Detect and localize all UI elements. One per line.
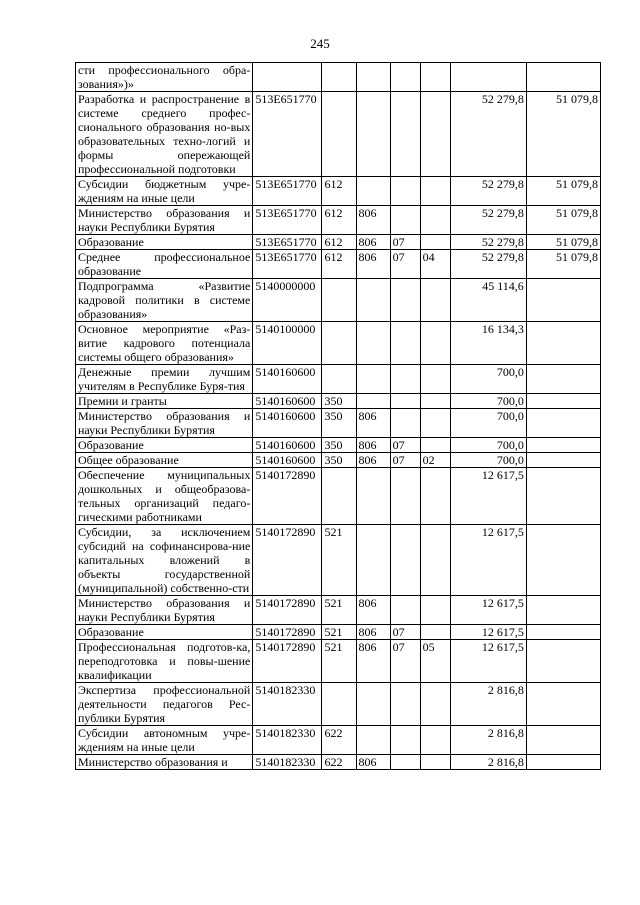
row-grbs-cell (356, 279, 390, 322)
row-vr-cell (322, 683, 356, 726)
budget-table-body (76, 63, 601, 770)
row-sum-2-cell (526, 755, 600, 770)
row-name-cell: Министерство образования и (76, 755, 253, 770)
table-row (76, 63, 601, 92)
row-vr-cell: 612 (322, 206, 356, 235)
row-code-cell (253, 63, 322, 92)
row-rz-cell (390, 409, 420, 438)
table-row (76, 322, 601, 365)
row-sum-2-cell (526, 625, 600, 640)
row-sum-2-cell (526, 365, 600, 394)
row-pr-cell (420, 596, 450, 625)
row-vr-cell: 622 (322, 755, 356, 770)
table-row (76, 279, 601, 322)
row-name-cell: Среднее профессиональное образование (76, 250, 253, 279)
row-rz-cell (390, 726, 420, 755)
row-vr-cell (322, 63, 356, 92)
budget-table (75, 62, 601, 770)
row-vr-cell (322, 365, 356, 394)
row-sum-2-cell: 51 079,8 (526, 177, 600, 206)
row-sum-1-cell: 12 617,5 (450, 525, 526, 596)
row-rz-cell (390, 279, 420, 322)
row-sum-2-cell (526, 279, 600, 322)
row-sum-1-cell: 700,0 (450, 394, 526, 409)
row-sum-2-cell (526, 394, 600, 409)
row-rz-cell (390, 683, 420, 726)
row-grbs-cell (356, 394, 390, 409)
row-vr-cell: 622 (322, 726, 356, 755)
row-grbs-cell: 806 (356, 438, 390, 453)
table-row (76, 365, 601, 394)
row-vr-cell (322, 92, 356, 177)
table-row (76, 92, 601, 177)
row-vr-cell: 350 (322, 453, 356, 468)
row-vr-cell: 612 (322, 250, 356, 279)
table-row (76, 640, 601, 683)
row-name-cell: Общее образование (76, 453, 253, 468)
row-name-cell: Экспертиза профессиональной деятельности педагогов Рес-публики Бурятия (76, 683, 253, 726)
row-vr-cell (322, 468, 356, 525)
row-pr-cell: 05 (420, 640, 450, 683)
row-name-cell: Министерство образования и науки Республики Бурятия (76, 409, 253, 438)
row-name-cell: Основное мероприятие «Раз-витие кадрового потенциала системы общего образования» (76, 322, 253, 365)
row-rz-cell (390, 468, 420, 525)
row-sum-1-cell: 52 279,8 (450, 92, 526, 177)
table-row (76, 177, 601, 206)
page-number: 245 (310, 36, 330, 51)
row-grbs-cell (356, 365, 390, 394)
table-row (76, 235, 601, 250)
row-grbs-cell: 806 (356, 235, 390, 250)
row-pr-cell: 02 (420, 453, 450, 468)
row-pr-cell (420, 322, 450, 365)
row-rz-cell: 07 (390, 438, 420, 453)
row-pr-cell (420, 279, 450, 322)
table-row (76, 525, 601, 596)
table-row (76, 409, 601, 438)
row-code-cell: 5140172890 (253, 625, 322, 640)
row-pr-cell (420, 726, 450, 755)
row-pr-cell (420, 177, 450, 206)
row-name-cell: Обеспечение муниципальных дошкольных и общеобразова-тельных организаций педаго-гическими работниками (76, 468, 253, 525)
row-rz-cell (390, 365, 420, 394)
row-code-cell: 5140160600 (253, 365, 322, 394)
row-sum-1-cell: 12 617,5 (450, 640, 526, 683)
row-sum-1-cell: 2 816,8 (450, 755, 526, 770)
row-sum-1-cell: 700,0 (450, 365, 526, 394)
row-code-cell: 5140182330 (253, 683, 322, 726)
row-name-cell: сти профессионального обра-зования»)» (76, 63, 253, 92)
row-sum-2-cell: 51 079,8 (526, 92, 600, 177)
row-rz-cell (390, 206, 420, 235)
row-code-cell: 5140160600 (253, 453, 322, 468)
row-rz-cell: 07 (390, 640, 420, 683)
row-code-cell: 5140160600 (253, 409, 322, 438)
row-rz-cell (390, 525, 420, 596)
row-sum-1-cell: 12 617,5 (450, 625, 526, 640)
table-row (76, 206, 601, 235)
row-pr-cell (420, 625, 450, 640)
table-row (76, 726, 601, 755)
row-name-cell: Разработка и распространение в системе среднего профес-сионального образования но-вых образовательных техно-логий и формы опережающей профессиональной подготовки (76, 92, 253, 177)
row-sum-1-cell: 2 816,8 (450, 683, 526, 726)
table-row (76, 596, 601, 625)
row-vr-cell: 350 (322, 394, 356, 409)
row-sum-1-cell: 700,0 (450, 409, 526, 438)
row-vr-cell: 350 (322, 438, 356, 453)
row-grbs-cell: 806 (356, 206, 390, 235)
row-grbs-cell (356, 322, 390, 365)
row-pr-cell (420, 63, 450, 92)
row-code-cell: 5140160600 (253, 438, 322, 453)
row-grbs-cell (356, 683, 390, 726)
row-rz-cell (390, 322, 420, 365)
row-sum-2-cell (526, 409, 600, 438)
row-name-cell: Министерство образования и науки Республики Бурятия (76, 596, 253, 625)
row-grbs-cell (356, 63, 390, 92)
table-row (76, 394, 601, 409)
row-code-cell: 513Е651770 (253, 177, 322, 206)
row-grbs-cell (356, 525, 390, 596)
row-sum-2-cell: 51 079,8 (526, 250, 600, 279)
row-rz-cell (390, 394, 420, 409)
row-pr-cell (420, 365, 450, 394)
row-code-cell: 5140182330 (253, 755, 322, 770)
row-vr-cell: 612 (322, 235, 356, 250)
row-sum-1-cell: 52 279,8 (450, 250, 526, 279)
row-code-cell: 5140000000 (253, 279, 322, 322)
row-code-cell: 513Е651770 (253, 92, 322, 177)
row-pr-cell (420, 468, 450, 525)
row-name-cell: Денежные премии лучшим учителям в Республике Буря-тия (76, 365, 253, 394)
row-rz-cell (390, 63, 420, 92)
table-row (76, 453, 601, 468)
table-row (76, 755, 601, 770)
row-sum-1-cell: 16 134,3 (450, 322, 526, 365)
table-row (76, 625, 601, 640)
row-sum-2-cell (526, 640, 600, 683)
row-code-cell: 513Е651770 (253, 235, 322, 250)
row-sum-2-cell (526, 453, 600, 468)
row-rz-cell: 07 (390, 625, 420, 640)
row-name-cell: Подпрограмма «Развитие кадровой политики в системе образования» (76, 279, 253, 322)
table-row (76, 683, 601, 726)
row-grbs-cell (356, 468, 390, 525)
row-sum-2-cell (526, 468, 600, 525)
row-pr-cell (420, 206, 450, 235)
row-vr-cell: 350 (322, 409, 356, 438)
row-grbs-cell: 806 (356, 596, 390, 625)
row-name-cell: Субсидии, за исключением субсидий на софинансирова-ние капитальных вложений в объекты государственной (муниципальной) собственно-сти (76, 525, 253, 596)
row-sum-2-cell (526, 683, 600, 726)
row-sum-1-cell: 45 114,6 (450, 279, 526, 322)
row-sum-2-cell (526, 63, 600, 92)
row-name-cell: Премии и гранты (76, 394, 253, 409)
row-sum-2-cell (526, 438, 600, 453)
row-pr-cell (420, 438, 450, 453)
row-code-cell: 5140172890 (253, 525, 322, 596)
row-pr-cell (420, 235, 450, 250)
row-code-cell: 513Е651770 (253, 250, 322, 279)
row-rz-cell: 07 (390, 250, 420, 279)
row-code-cell: 5140100000 (253, 322, 322, 365)
row-code-cell: 5140160600 (253, 394, 322, 409)
row-name-cell: Профессиональная подготов-ка, переподготовка и повы-шение квалификации (76, 640, 253, 683)
row-pr-cell (420, 92, 450, 177)
row-grbs-cell (356, 726, 390, 755)
row-pr-cell (420, 525, 450, 596)
row-sum-1-cell: 12 617,5 (450, 596, 526, 625)
row-grbs-cell: 806 (356, 453, 390, 468)
row-pr-cell: 04 (420, 250, 450, 279)
row-rz-cell (390, 92, 420, 177)
row-code-cell: 513Е651770 (253, 206, 322, 235)
row-code-cell: 5140182330 (253, 726, 322, 755)
row-sum-2-cell: 51 079,8 (526, 235, 600, 250)
row-sum-1-cell: 2 816,8 (450, 726, 526, 755)
row-sum-1-cell: 52 279,8 (450, 177, 526, 206)
row-rz-cell: 07 (390, 453, 420, 468)
row-name-cell: Образование (76, 625, 253, 640)
table-row (76, 250, 601, 279)
row-grbs-cell: 806 (356, 625, 390, 640)
row-pr-cell (420, 755, 450, 770)
row-rz-cell (390, 177, 420, 206)
row-vr-cell: 521 (322, 525, 356, 596)
table-row (76, 438, 601, 453)
row-vr-cell: 521 (322, 596, 356, 625)
row-sum-2-cell (526, 726, 600, 755)
row-name-cell: Образование (76, 235, 253, 250)
row-sum-1-cell: 52 279,8 (450, 206, 526, 235)
row-sum-2-cell: 51 079,8 (526, 206, 600, 235)
row-code-cell: 5140172890 (253, 468, 322, 525)
row-vr-cell: 521 (322, 640, 356, 683)
table-row (76, 468, 601, 525)
row-name-cell: Министерство образования и науки Республики Бурятия (76, 206, 253, 235)
row-grbs-cell (356, 92, 390, 177)
row-pr-cell (420, 409, 450, 438)
row-sum-2-cell (526, 596, 600, 625)
row-sum-1-cell: 12 617,5 (450, 468, 526, 525)
row-rz-cell: 07 (390, 235, 420, 250)
row-sum-1-cell (450, 63, 526, 92)
row-name-cell: Субсидии автономным учре-ждениям на иные цели (76, 726, 253, 755)
row-grbs-cell (356, 177, 390, 206)
row-sum-2-cell (526, 322, 600, 365)
row-sum-1-cell: 700,0 (450, 453, 526, 468)
row-name-cell: Субсидии бюджетным учре-ждениям на иные цели (76, 177, 253, 206)
row-sum-1-cell: 700,0 (450, 438, 526, 453)
row-grbs-cell: 806 (356, 640, 390, 683)
row-name-cell: Образование (76, 438, 253, 453)
row-code-cell: 5140172890 (253, 640, 322, 683)
row-code-cell: 5140172890 (253, 596, 322, 625)
row-grbs-cell: 806 (356, 755, 390, 770)
row-vr-cell: 612 (322, 177, 356, 206)
row-grbs-cell: 806 (356, 250, 390, 279)
row-vr-cell (322, 322, 356, 365)
row-vr-cell (322, 279, 356, 322)
row-pr-cell (420, 683, 450, 726)
row-pr-cell (420, 394, 450, 409)
row-rz-cell (390, 596, 420, 625)
row-rz-cell (390, 755, 420, 770)
row-sum-2-cell (526, 525, 600, 596)
row-sum-1-cell: 52 279,8 (450, 235, 526, 250)
row-vr-cell: 521 (322, 625, 356, 640)
row-grbs-cell: 806 (356, 409, 390, 438)
